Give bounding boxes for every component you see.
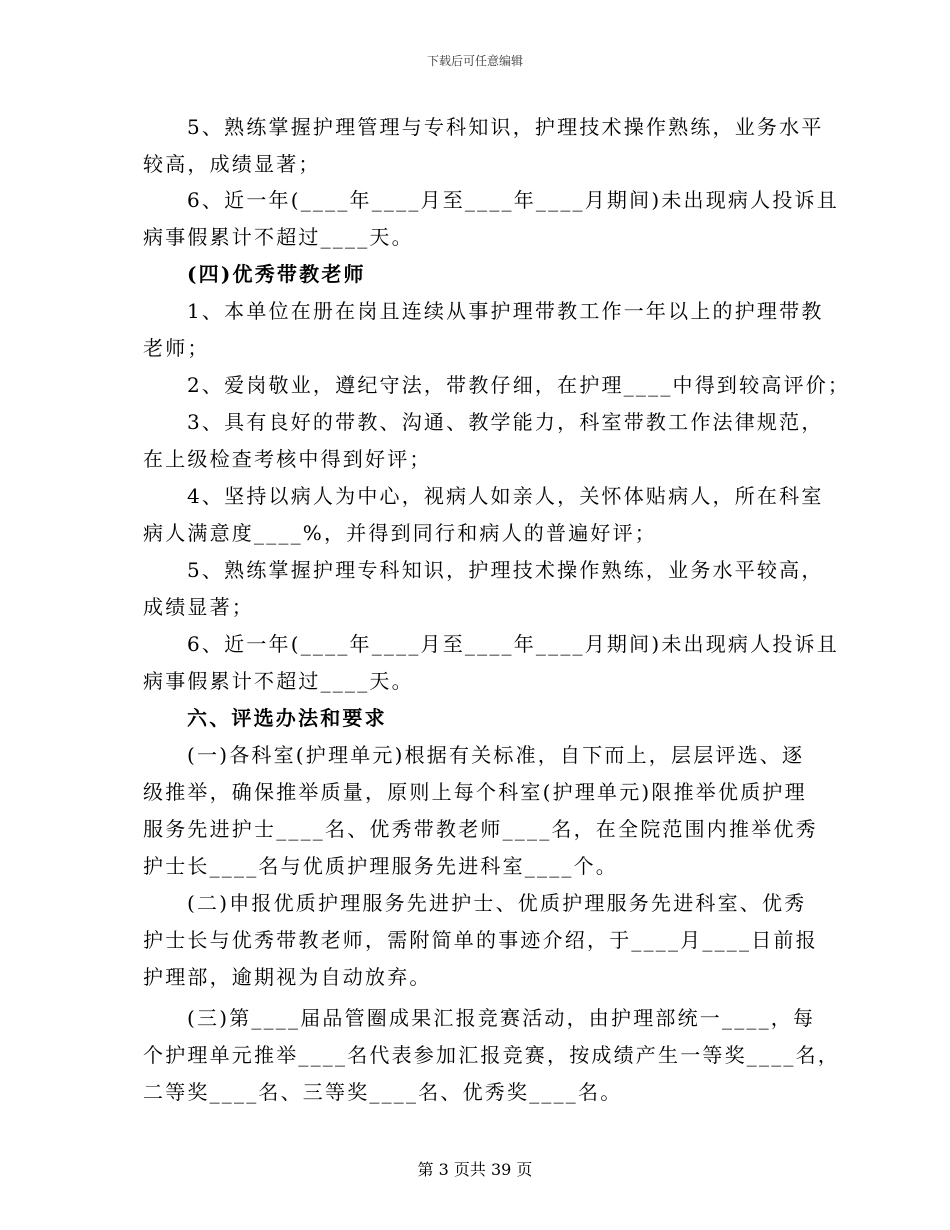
text-line: 2、爱岗敬业，遵纪守法，带教仔细，在护理____中得到较高评价； xyxy=(187,373,851,397)
text-line: 5、熟练掌握护理管理与专科知识，护理技术操作熟练，业务水平 xyxy=(187,115,824,139)
text-line: (二)申报优质护理服务先进护士、优质护理服务先进科室、优秀 xyxy=(187,891,807,915)
text-line: (一)各科室(护理单元)根据有关标准，自下而上，层层评选、逐 xyxy=(187,743,805,767)
text-line: 1、本单位在册在岗且连续从事护理带教工作一年以上的护理带教 xyxy=(187,299,824,323)
text-line: 成绩显著； xyxy=(143,595,254,619)
text-line: 护士长____名与优质护理服务先进科室____个。 xyxy=(143,854,618,878)
text-line: 6、近一年(____年____月至____年____月期间)未出现病人投诉且 xyxy=(187,632,839,656)
text-line: 护理部，逾期视为自动放弃。 xyxy=(143,965,432,989)
text-line: 4、坚持以病人为中心，视病人如亲人，关怀体贴病人，所在科室 xyxy=(187,484,824,508)
text-line: 3、具有良好的带教、沟通、教学能力，科室带教工作法律规范， xyxy=(187,410,824,434)
section-heading: (四)优秀带教老师 xyxy=(187,262,366,286)
text-line: 5、熟练掌握护理专科知识，护理技术操作熟练，业务水平较高， xyxy=(187,558,824,582)
text-line: 二等奖____名、三等奖____名、优秀奖____名。 xyxy=(143,1080,623,1104)
text-line: 护士长与优秀带教老师，需附简单的事迹介绍，于____月____日前报 xyxy=(143,928,818,952)
text-line: 老师； xyxy=(143,336,210,360)
text-line: 6、近一年(____年____月至____年____月期间)未出现病人投诉且 xyxy=(187,188,839,212)
text-line: 较高，成绩显著； xyxy=(143,152,321,176)
text-line: 病事假累计不超过____天。 xyxy=(143,225,414,249)
page-header: 下载后可任意编辑 xyxy=(426,54,523,68)
page-footer: 第 3 页共 39 页 xyxy=(417,1160,533,1179)
text-line: 在上级检查考核中得到好评； xyxy=(143,447,432,471)
text-line: 服务先进护士____名、优秀带教老师____名，在全院范围内推举优秀 xyxy=(143,817,818,841)
text-line: 病事假累计不超过____天。 xyxy=(143,669,414,693)
text-line: 个护理单元推举____名代表参加汇报竞赛，按成绩产生一等奖____名， xyxy=(143,1043,840,1067)
text-line: 级推举，确保推举质量，原则上每个科室(护理单元)限推举优质护理 xyxy=(143,780,807,804)
text-line: (三)第____届品管圈成果汇报竞赛活动，由护理部统一____，每 xyxy=(187,1006,816,1030)
text-line: 病人满意度____%，并得到同行和病人的普遍好评； xyxy=(143,521,658,545)
section-heading: 六、评选办法和要求 xyxy=(187,706,387,730)
